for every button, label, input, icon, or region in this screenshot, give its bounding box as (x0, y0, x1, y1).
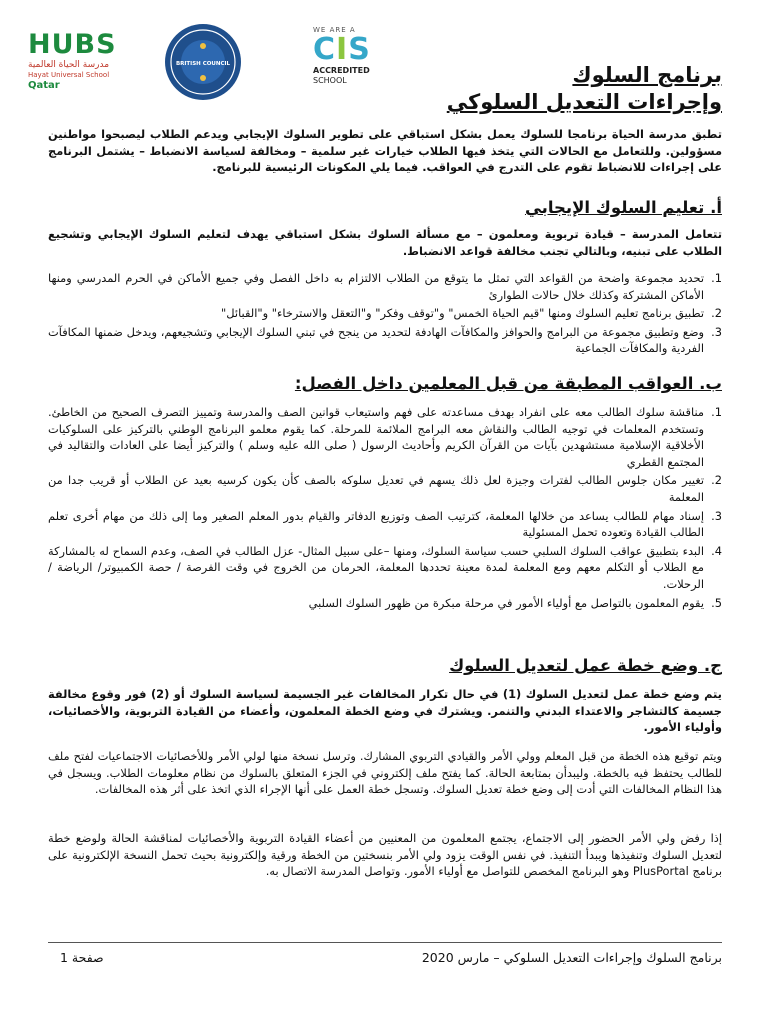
hubs-logo-word: HUBS (28, 29, 117, 60)
section-c-paragraph-2: إذا رفض ولي الأمر الحضور إلى الاجتماع، يجتمع المعلمون من المعنيين من أعضاء القيادة التربوية والأخصائيات لمناقشة الحالة ولوضع خطة لتعديل السلوك وتنفيذها ويبدأ التنفيذ. في نفس الوقت يزود ولي الأمر بنسختين من الخطة ورقية وإلكترونية بحيث تحمل النسخة الإلكترونية على برنامج PlusPortal وهو البرنامج المخصص للتواصل مع أولياء الأمور. وتواصل المدرسة الاتصال به. (48, 831, 722, 879)
hubs-logo (28, 30, 128, 96)
section-c-heading: ج. وضع خطة عمل لتعديل السلوك (449, 656, 722, 675)
cis-logo-word: CIS (313, 32, 371, 67)
list-item: 5. يقوم المعلمون بالتواصل مع أولياء الأمور في مرحلة مبكرة من ظهور السلوك السلبي (308, 595, 722, 610)
hubs-logo-english: Hayat Universal School (28, 71, 110, 79)
list-item: 3. وضع وتطبيق مجموعة من البرامج والحوافز والمكافآت الهادفة لتحديد من ينجح في تبني السلوك الإيجابي وتشجيعهم، ويدخل ضمنها المكافآت الفردية والمكافآت الجماعية (48, 324, 722, 356)
section-b-heading: ب. العواقب المطبقة من قبل المعلمين داخل الفصل: (294, 374, 722, 393)
header-logos (28, 22, 371, 102)
list-item: 4. البدء بتطبيق عواقب السلوك السلبي حسب سياسة السلوك، ومنها –على سبيل المثال- عزل الطالب في الصف، وعدم السماح له بالمشاركة مع الطلاب أو التكلم معهم ومع المعلمة لمدة معينة تحددها المعلمة، الحرمان من الخروج في وقت الفرصة / حصة الكمبيوتر/ الرياضة / الرحلات. (48, 543, 722, 591)
section-a-intro: تتعامل المدرسة – قيادة تربوية ومعلمون – مع مسألة السلوك بشكل استباقي يهدف لتعليم السلوك الإيجابي وتشجيع الطلاب على تبنيه، وبالتالي تجنب مخالفة قواعد الانضباط. (48, 227, 722, 258)
section-a-heading: أ. تعليم السلوك الإيجابي (524, 198, 722, 217)
list-item: 2. تغيير مكان جلوس الطالب لفترات وجيزة لعل ذلك يسهم في تعديل سلوكه بالصف كأن يكون كرسيه بعيد عن الطلاب أو قريب جدا من المعلمة (48, 473, 722, 504)
svg-text:BRITISH COUNCIL: BRITISH COUNCIL (175, 61, 231, 67)
footer-page-number: صفحة 1 (60, 950, 104, 965)
section-c-paragraph-1: ويتم توقيع هذه الخطة من قبل المعلم وولي الأمر والقيادي التربوي المشارك. وترسل نسخة منها لولي الأمر وللأخصائيات الاجتماعيات لفتح ملف للطالب يحتفظ فيه بالخطة. وليبدأن بمتابعة الحالة. كما يفتح ملف إلكتروني في الجزء المتعلق بالسلوك من نظام معلومات الطلاب. ويسجل في هذا النظام المخالفات التي أدت إلى وضع خطة تعديل السلوك. وتسجل خطة العمل على أنها الإجراء الذي اتخذ على أثر هذه المخالفات. (48, 749, 722, 797)
page-title: برنامج السلوك (572, 63, 722, 87)
cis-logo (313, 26, 393, 98)
list-item: 3. إسناد مهام للطالب يساعد من خلالها المعلمة، كترتيب الصف وتوزيع الدفاتر والقيام بدور المعلم الصغير وما إلى ذلك من مهام أخرى تعلم الطالب القيادة وتعوده تحمل المسئولية (48, 508, 722, 540)
footer-document-info: برنامج السلوك وإجراءات التعديل السلوكي – مارس 2020 (421, 950, 722, 965)
section-c-intro: يتم وضع خطة عمل لتعديل السلوك (1) في حال تكرار المخالفات غير الجسيمة لسياسة السلوك أو (2) فور وقوع مخالفة جسيمة كالتشاجر والاعتداء البدني والتنمر. ويشترك في وضع الخطة المعلمون، وأعضاء من القيادة التربوية، والأخصائيات، وأولياء الأمور. (48, 687, 722, 735)
hubs-logo-arabic: مدرسة الحياة العالمية (28, 60, 110, 70)
british-council-seal-icon (163, 22, 243, 102)
section-a-list (48, 270, 722, 359)
section-b-list (48, 404, 722, 613)
intro-paragraph: تطبق مدرسة الحياة برنامجا للسلوك يعمل بشكل استباقي على تطوير السلوك الإيجابي ويدعم الطلاب ليصبحوا مواطنين مسؤولين. وللتعامل مع الحالات التي يتخذ فيها الطلاب خيارات غير سلمية – ومخالفة لسياسة الانضباط – يشتمل البرنامج على إجراءات للانضباط تقوم على التدرج في العواقب. فيما يلي المكونات الرئيسية للبرنامج. (48, 127, 722, 175)
list-item: 1. مناقشة سلوك الطالب معه على انفراد بهدف مساعدته على فهم واستيعاب قوانين الصف والمدرسة وتمييز التصرف الصحيح من الخاطئ. وتستخدم المعلمات في توجيه الطالب والنقاش معه البرامج الملائمة للمرحلة. كما يقوم معلمو البرنامج الوطني بالتركيز على السلوكيات الأخلاقية الإسلامية مستشهدين بآيات من القرآن الكريم وأحاديث الرسول ( صلى الله عليه وسلم ) والتركيز أيضا على العادات والتقاليد في المجتمع القطري (48, 405, 722, 469)
hubs-logo-qatar: Qatar (28, 80, 60, 91)
list-item: 2. تطبيق برنامج تعليم السلوك ومنها "قيم الحياة الخمس" و"توقف وفكر" و"التعقل والاسترخاء" و"القبائل" (221, 306, 722, 321)
footer-divider (48, 942, 722, 943)
cis-logo-school: SCHOOL (313, 76, 347, 85)
list-item: 1. تحديد مجموعة واضحة من القواعد التي تمثل ما يتوقع من الطلاب الالتزام به داخل الفصل وفي جميع الأماكن في الحرم المدرسي ومنها الأماكن المشتركة وكذلك خلال حالات الطوارئ (48, 271, 722, 302)
page-subtitle: وإجراءات التعديل السلوكي (446, 90, 722, 114)
cis-logo-accredited: ACCREDITED (313, 66, 370, 75)
cis-logo-top: WE ARE A (313, 26, 356, 34)
